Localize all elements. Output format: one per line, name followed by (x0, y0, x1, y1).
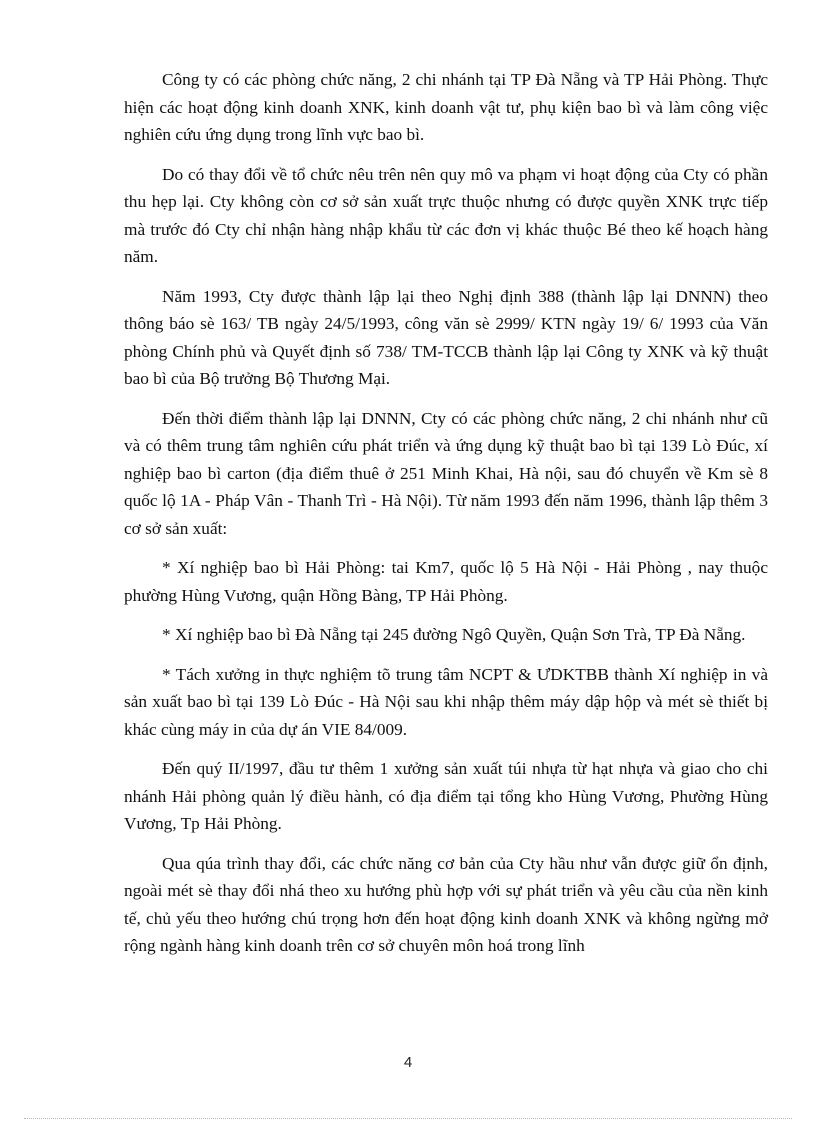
paragraph-1: Công ty có các phòng chức năng, 2 chi nhánh tại TP Đà Nẵng và TP Hải Phòng. Thực hiện các hoạt động kinh doanh XNK, kinh doanh vật tư, phụ kiện bao bì và làm công việc nghiên cứu ứng dụng trong lĩnh vực bao bì. (124, 70, 768, 144)
paragraph-9: Qua qúa trình thay đổi, các chức năng cơ bản của Cty hầu như vẫn được giữ ổn định, ngoài mét sè thay đổi nhá theo xu hướng phù hợp với sự phát triển và yêu cầu của nền kinh tế, chủ yếu theo hướng chú trọng hơn đến hoạt động kinh doanh XNK và không ngừng mở rộng ngành hàng kinh doanh trên cơ sở chuyên môn hoá trong lĩnh (124, 853, 768, 955)
page-number: 4 (403, 1054, 413, 1071)
footer-divider (24, 1118, 792, 1119)
paragraph-3: Năm 1993, Cty được thành lập lại theo Nghị định 388 (thành lập lại DNNN) theo thông báo sè 163/ TB ngày 24/5/1993, công văn sè 2999/ KTN ngày 19/ 6/ 1993 của Văn phòng Chính phủ và Quyết định số 738/ TM-TCCB thành lập lại Công ty XNK và kỹ thuật bao bì của Bộ trưởng Bộ Thương Mại. (124, 286, 768, 388)
paragraph-8: Đến quý II/1997, đầu tư thêm 1 xưởng sản xuất túi nhựa từ hạt nhựa và giao cho chi nhánh Hải phòng quản lý điều hành, có địa điểm tại tổng kho Hùng Vương, Phường Hùng Vương, Tp Hải Phòng. (124, 759, 768, 833)
bullet-paragraph-1: * Xí nghiệp bao bì Hải Phòng: tai Km7, quốc lộ 5 Hà Nội - Hải Phòng , nay thuộc phường Hùng Vương, quận Hồng Bàng, TP Hải Phòng. (124, 558, 768, 605)
paragraph-4: Đến thời điểm thành lập lại DNNN, Cty có các phòng chức năng, 2 chi nhánh như cũ và có thêm trung tâm nghiên cứu phát triển và ứng dụng kỹ thuật bao bì tại 139 Lò Đúc, xí nghiệp bao bì carton (địa điểm thuê ở 251 Minh Khai, Hà nội, sau đó chuyển về Km sè 8 quốc lộ 1A - Pháp Vân - Thanh Trì - Hà Nội). Từ năm 1993 đến năm 1996, thành lập thêm 3 cơ sở sản xuất: (124, 408, 768, 538)
paragraph-2: Do có thay đổi về tổ chức nêu trên nên quy mô va phạm vi hoạt động của Cty có phần thu hẹp lại. Cty không còn cơ sở sản xuất trực thuộc nhưng có được quyền XNK trực tiếp mà trước đó Cty chỉ nhận hàng nhập khẩu từ các đơn vị khác thuộc Bé theo kế hoạch hàng năm. (124, 164, 768, 266)
bullet-paragraph-2: * Xí nghiệp bao bì Đà Nẵng tại 245 đường Ngô Quyền, Quận Sơn Trà, TP Đà Nẵng. (162, 625, 746, 644)
bullet-paragraph-3: * Tách xưởng in thực nghiệm tõ trung tâm NCPT & ƯDKTBB thành Xí nghiệp in và sản xuất bao bì tại 139 Lò Đúc - Hà Nội sau khi nhập thêm máy dập hộp và mét sè thiết bị khác cùng máy in của dự án VIE 84/009. (124, 664, 768, 739)
document-body (124, 66, 768, 972)
